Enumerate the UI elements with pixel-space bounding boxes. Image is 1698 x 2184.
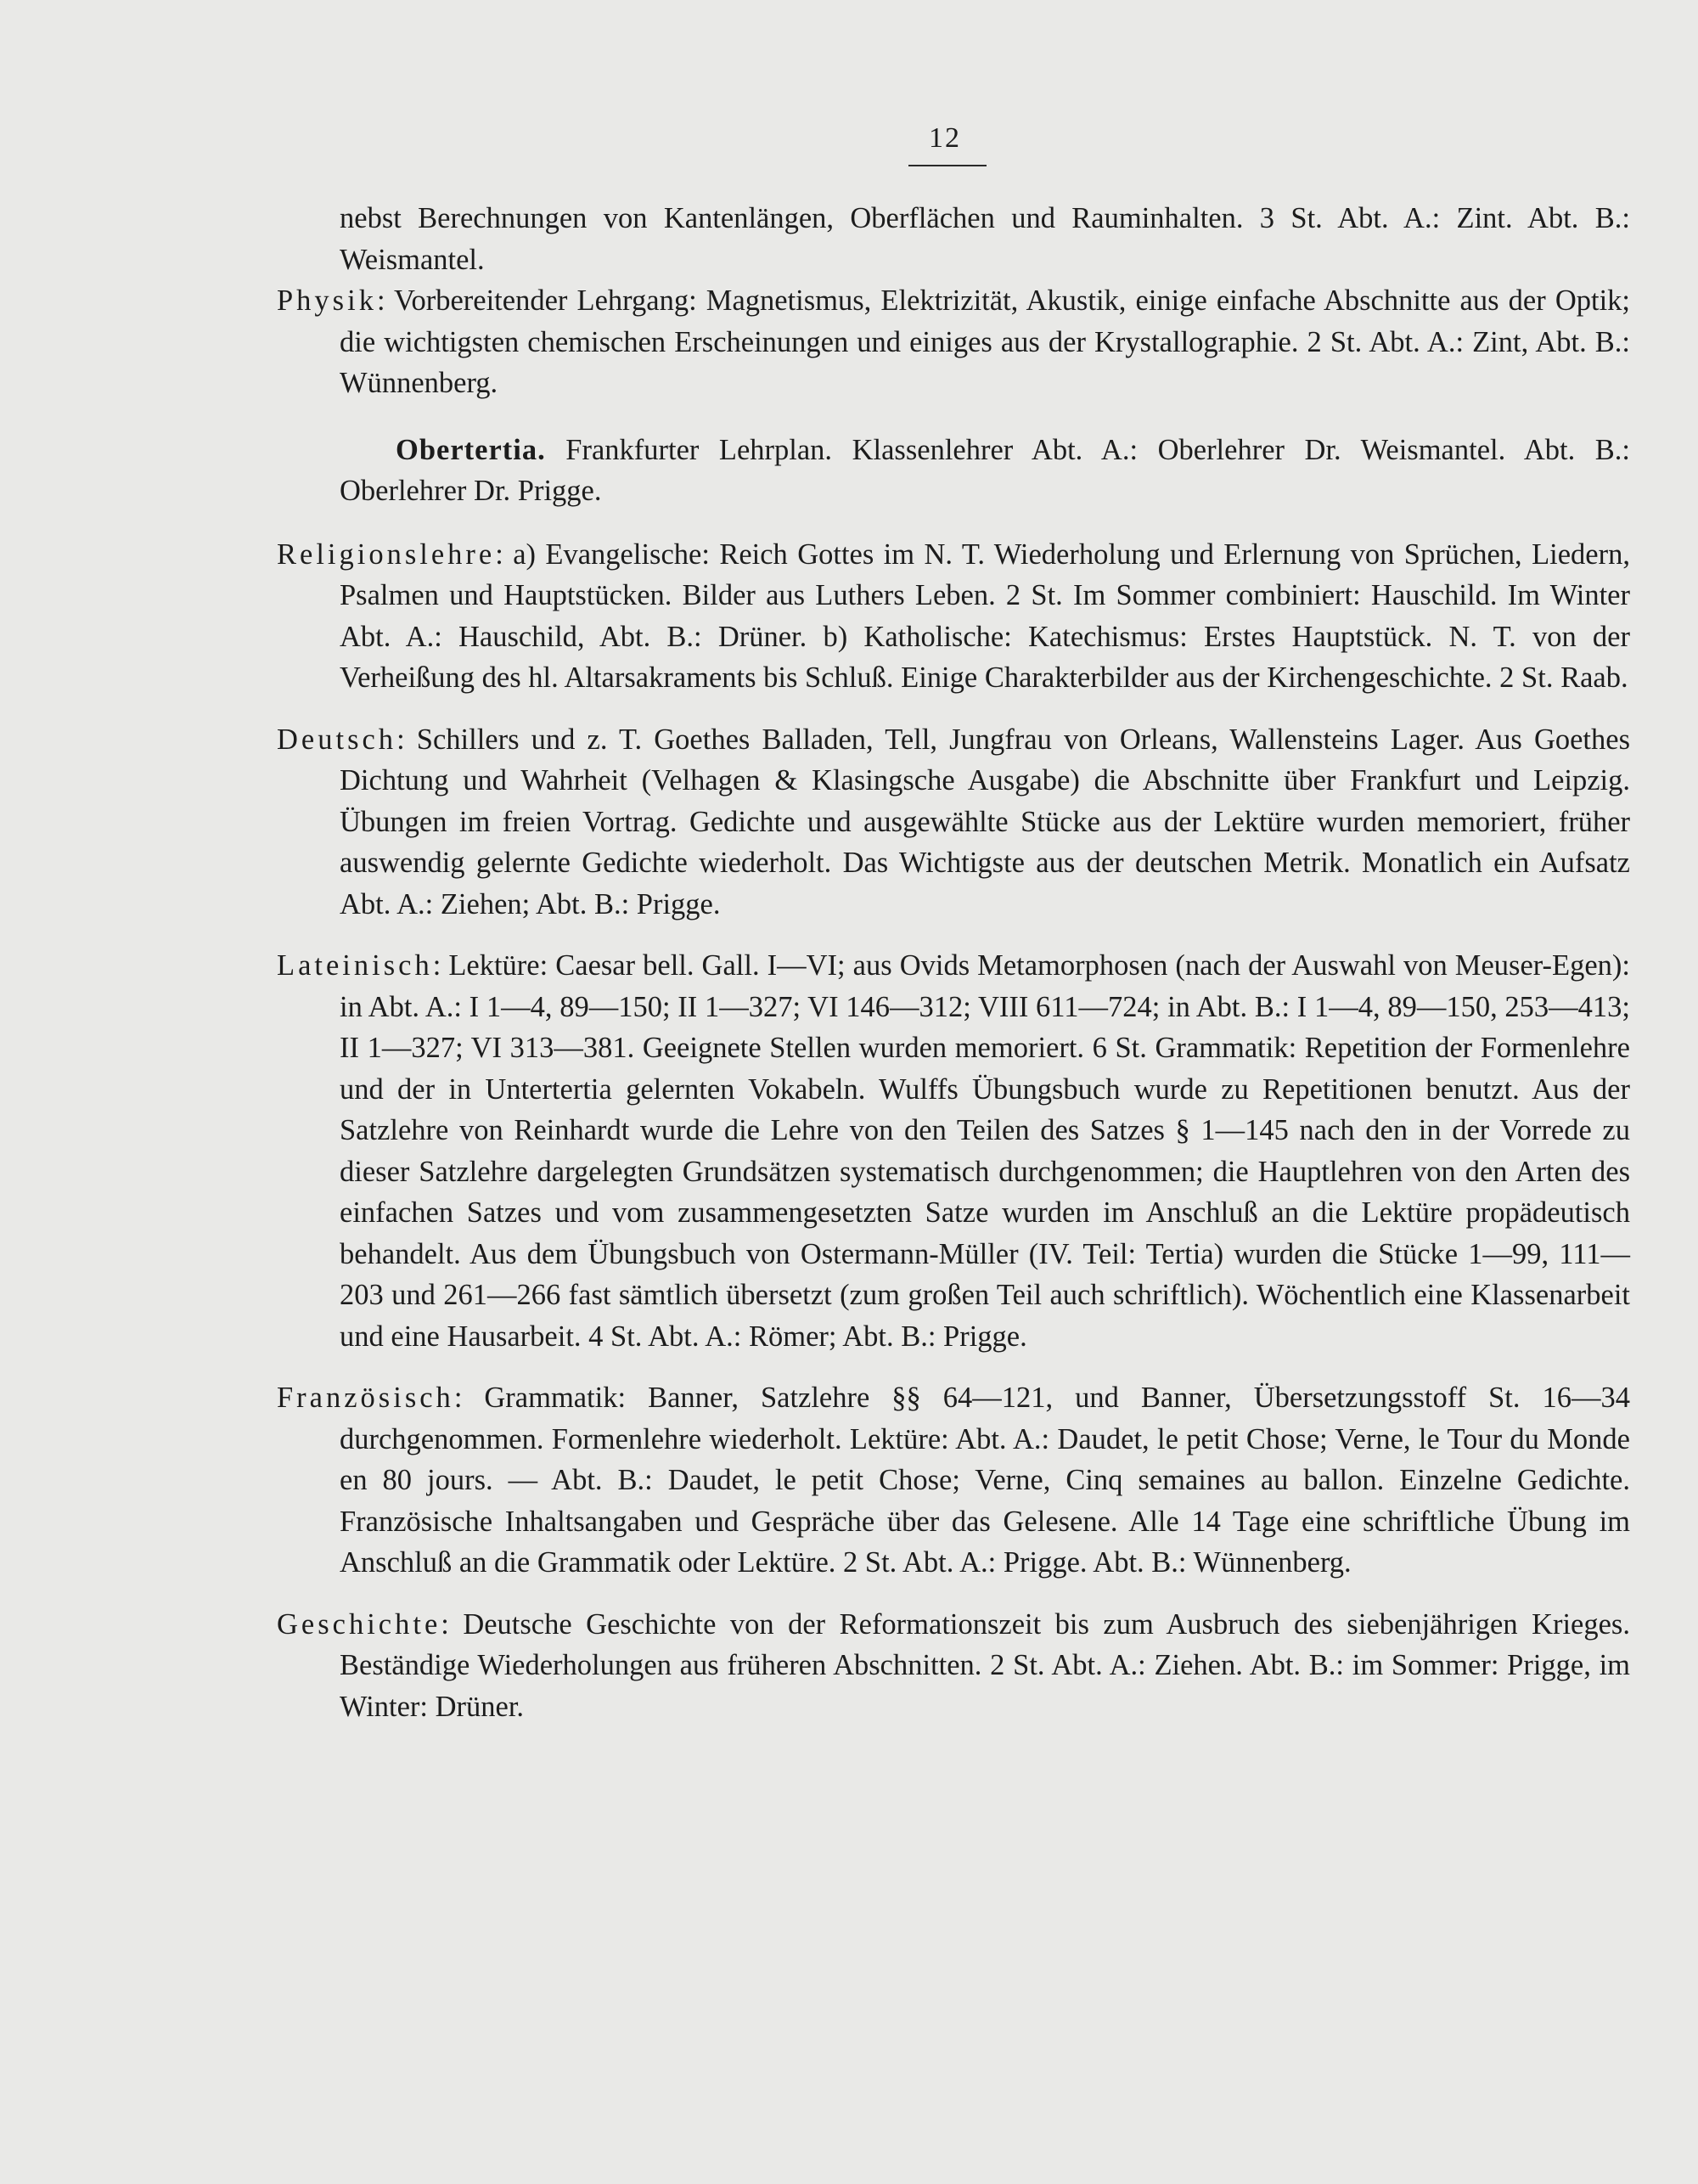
page-number-rule <box>908 165 987 166</box>
subject-label: Physik <box>277 284 377 317</box>
physik-paragraph <box>277 280 1630 404</box>
page-number: 12 <box>929 122 961 154</box>
paragraph-text: : Deutsche Geschichte von der Reformationszeit bis zum Ausbruch des siebenjährigen Krieges. Beständige Wiederholungen aus früheren Abschnitten. 2 St. Abt. A.: Ziehen. Abt. B.: im Sommer: Prigge, im Winter: Drüner. <box>340 1607 1630 1723</box>
heading-text: Frankfurter Lehrplan. Klassenlehrer Abt. A.: Oberlehrer Dr. Weismantel. Abt. B.: Oberlehrer Dr. Prigge. <box>340 433 1630 507</box>
subject-label: Französisch <box>277 1382 454 1414</box>
franzoesisch-paragraph <box>277 1377 1630 1584</box>
page-body <box>277 198 1630 1727</box>
paragraph-text: : Vorbereitender Lehrgang: Magnetismus, Elektrizität, Akustik, einige einfache Abschnitte aus der Optik; die wichtigsten chemischen Erscheinungen und einiges aus der Krystallographie. 2 St. Abt. A.: Zint, Abt. B.: Wünnenberg. <box>340 284 1630 399</box>
paragraph-text: : Schillers und z. T. Goethes Balladen, Tell, Jungfrau von Orleans, Wallensteins Lager. Aus Goethes Dichtung und Wahrheit (Velhagen & Klasingsche Ausgabe) die Abschnitte über Frankfurt und Leipzig. Übungen im freien Vortrag. Gedichte und ausgewählte Stücke aus der Lektüre wurden memoriert, früher auswendig gelernte Gedichte wiederholt. Das Wichtigste aus der deutschen Metrik. Monatlich ein Aufsatz Abt. A.: Ziehen; Abt. B.: Prigge. <box>340 723 1630 920</box>
paragraph-text: : Grammatik: Banner, Satzlehre §§ 64—121, und Banner, Übersetzungsstoff St. 16—34 durchgenommen. Formenlehre wiederholt. Lektüre: Abt. A.: Daudet, le petit Chose; Verne, le Tour du Monde en 80 jours. — Abt. B.: Daudet, le petit Chose; Verne, Cinq semaines au ballon. Einzelne Gedichte. Französische Inhaltsangaben und Gespräche über das Gelesene. Alle 14 Tage eine schriftliche Übung im Anschluß an die Grammatik oder Lektüre. 2 St. Abt. A.: Prigge. Abt. B.: Wünnenberg. <box>340 1382 1630 1579</box>
paragraph-text: nebst Berechnungen von Kantenlängen, Oberflächen und Rauminhalten. 3 St. Abt. A.: Zint. Abt. B.: Weismantel. <box>340 202 1630 276</box>
subject-label: Geschichte <box>277 1607 441 1641</box>
subject-label: Religionslehre <box>277 538 496 571</box>
religionslehre-paragraph <box>277 534 1630 699</box>
geschichte-paragraph <box>277 1604 1630 1728</box>
lateinisch-paragraph <box>277 945 1630 1357</box>
subject-label: Deutsch <box>277 723 397 756</box>
mathematik-continuation <box>277 198 1630 280</box>
paragraph-text: : a) Evangelische: Reich Gottes im N. T. Wiederholung und Erlernung von Sprüchen, Liedern, Psalmen und Hauptstücken. Bilder aus Luthers Leben. 2 St. Im Sommer combiniert: Hauschild. Im Winter Abt. A.: Hauschild, Abt. B.: Drüner. b) Katholische: Katechismus: Erstes Hauptstück. N. T. von der Verheißung des hl. Altarsakraments bis Schluß. Einige Charakterbilder aus der Kirchengeschichte. 2 St. Raab. <box>340 538 1630 694</box>
subject-label: Lateinisch <box>277 949 433 982</box>
paragraph-text: : Lektüre: Caesar bell. Gall. I—VI; aus Ovids Metamorphosen (nach der Auswahl von Meuser-Egen): in Abt. A.: I 1—4, 89—150; II 1—327; VI 146—312; VIII 611—724; in Abt. B.: I 1—4, 89—150, 253—413; II 1—327; VI 313—381. Geeignete Stellen wurden memoriert. 6 St. Grammatik: Repetition der Formenlehre und der in Untertertia gelernten Vokabeln. Wulffs Übungsbuch wurde zu Repetitionen benutzt. Aus der Satzlehre von Reinhardt wurde die Lehre von den Teilen des Satzes § 1—145 nach den in der Vorrede zu dieser Satzlehre dargelegten Grundsätzen systematisch durchgenommen; die Hauptlehren von den Arten des einfachen Satzes und vom zusammengesetzten Satze wurden im Anschluß an die Lektüre propädeutisch behandelt. Aus dem Übungsbuch von Ostermann-Müller (IV. Teil: Tertia) wurden die Stücke 1—99, 111—203 und 261—266 fast sämtlich übersetzt (zum großen Teil auch schriftlich). Wöchentlich eine Klassenarbeit und eine Hausarbeit. 4 St. Abt. A.: Römer; Abt. B.: Prigge. <box>340 949 1630 1353</box>
deutsch-paragraph <box>277 719 1630 926</box>
class-name: Obertertia. <box>396 433 546 466</box>
class-heading <box>277 430 1630 512</box>
